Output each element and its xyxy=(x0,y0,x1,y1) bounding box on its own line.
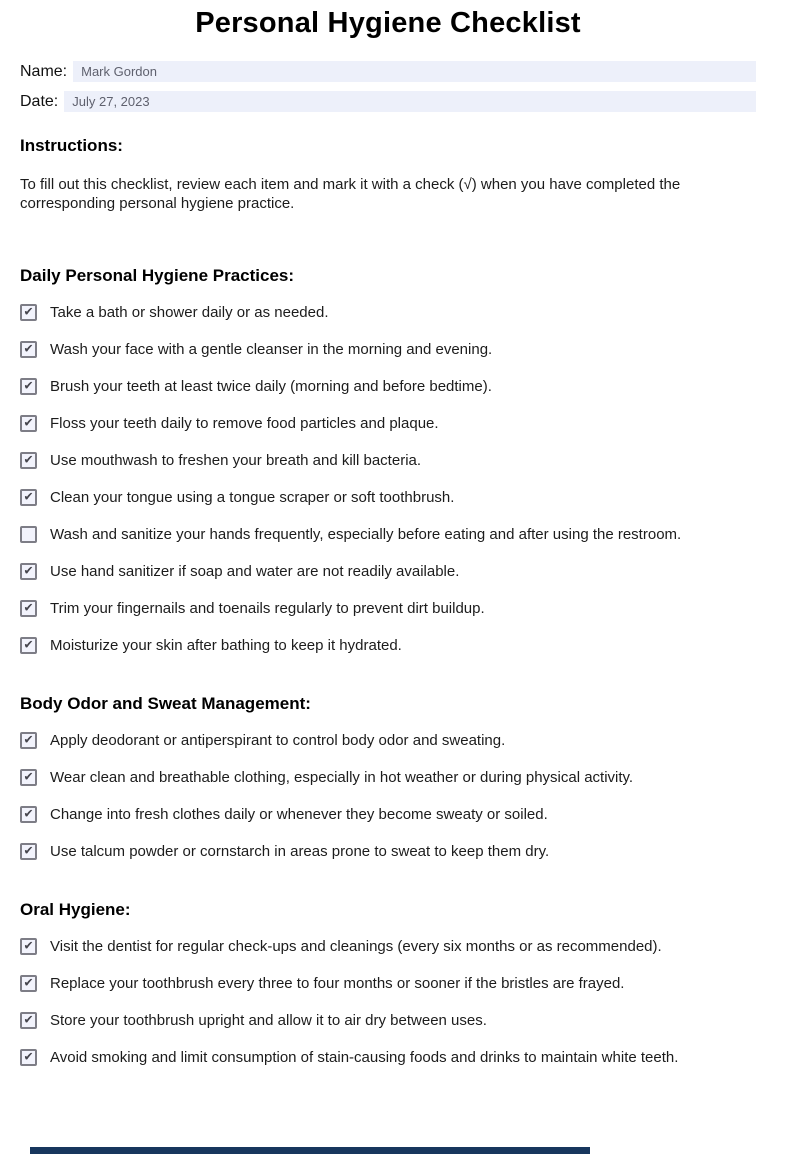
item-label: Use hand sanitizer if soap and water are not readily available. xyxy=(50,563,460,580)
checkbox-icon[interactable] xyxy=(20,415,37,432)
item-label: Replace your toothbrush every three to four months or sooner if the bristles are frayed. xyxy=(50,975,625,992)
checklist-item[interactable] xyxy=(20,975,756,992)
check-mark-icon: ✔ xyxy=(23,806,34,821)
checkbox-icon[interactable] xyxy=(20,732,37,749)
checklist-item[interactable] xyxy=(20,938,756,955)
checkbox-icon[interactable] xyxy=(20,637,37,654)
check-mark-icon: ✔ xyxy=(23,1049,34,1064)
item-label: Moisturize your skin after bathing to keep it hydrated. xyxy=(50,637,402,654)
checkbox-icon[interactable] xyxy=(20,600,37,617)
check-mark-icon: ✔ xyxy=(23,637,34,652)
checkbox-icon[interactable] xyxy=(20,806,37,823)
section-heading: Daily Personal Hygiene Practices: xyxy=(20,266,295,285)
item-label: Trim your fingernails and toenails regularly to prevent dirt buildup. xyxy=(50,600,485,617)
checkbox-icon[interactable] xyxy=(20,378,37,395)
checklist-item[interactable] xyxy=(20,637,756,654)
checkbox-icon[interactable] xyxy=(20,843,37,860)
checkbox-icon[interactable] xyxy=(20,938,37,955)
footer-accent-bar xyxy=(30,1147,590,1154)
check-mark-icon: ✔ xyxy=(23,489,34,504)
section-heading: Body Odor and Sweat Management: xyxy=(20,694,311,713)
checkbox-icon[interactable] xyxy=(20,452,37,469)
checklist-item[interactable] xyxy=(20,378,756,395)
checklist-item[interactable] xyxy=(20,806,756,823)
item-label: Use mouthwash to freshen your breath and kill bacteria. xyxy=(50,452,422,469)
date-input[interactable] xyxy=(64,91,756,112)
checklist-item[interactable] xyxy=(20,732,756,749)
instructions-text: To fill out this checklist, review each item and mark it with a check (√) when you have completed the corresponding personal hygiene practice. xyxy=(20,176,681,212)
checklist-item[interactable] xyxy=(20,526,756,543)
checklist-section xyxy=(20,694,756,860)
item-label: Clean your tongue using a tongue scraper or soft toothbrush. xyxy=(50,489,455,506)
checklist-item[interactable] xyxy=(20,1049,756,1066)
checkbox-icon[interactable] xyxy=(20,1012,37,1029)
checkbox-icon[interactable] xyxy=(20,304,37,321)
item-label: Brush your teeth at least twice daily (morning and before bedtime). xyxy=(50,378,492,395)
checklist-item[interactable] xyxy=(20,415,756,432)
checklist-item[interactable] xyxy=(20,600,756,617)
date-field-row xyxy=(20,91,756,112)
item-label: Apply deodorant or antiperspirant to control body odor and sweating. xyxy=(50,732,506,749)
date-label: Date: xyxy=(20,92,59,110)
check-mark-icon: ✔ xyxy=(23,415,34,430)
item-label: Take a bath or shower daily or as needed. xyxy=(50,304,329,321)
checkbox-icon[interactable] xyxy=(20,526,37,543)
item-label: Visit the dentist for regular check-ups and cleanings (every six months or as recommended). xyxy=(50,938,662,955)
checkbox-icon[interactable] xyxy=(20,975,37,992)
check-mark-icon: ✔ xyxy=(23,341,34,356)
checklist-item[interactable] xyxy=(20,304,756,321)
check-mark-icon: ✔ xyxy=(23,1012,34,1027)
checkbox-icon[interactable] xyxy=(20,769,37,786)
section-heading: Oral Hygiene: xyxy=(20,900,131,919)
check-mark-icon: ✔ xyxy=(23,600,34,615)
check-mark-icon: ✔ xyxy=(23,769,34,784)
check-mark-icon: ✔ xyxy=(23,378,34,393)
item-label: Wash and sanitize your hands frequently, especially before eating and after using the restroom. xyxy=(50,526,682,543)
checkbox-icon[interactable] xyxy=(20,1049,37,1066)
checklist-item[interactable] xyxy=(20,1012,756,1029)
checklist-section xyxy=(20,266,756,654)
item-label: Use talcum powder or cornstarch in areas prone to sweat to keep them dry. xyxy=(50,843,550,860)
checklist-item[interactable] xyxy=(20,452,756,469)
item-label: Change into fresh clothes daily or whenever they become sweaty or soiled. xyxy=(50,806,548,823)
section-items xyxy=(20,938,756,1066)
item-label: Wear clean and breathable clothing, especially in hot weather or during physical activity. xyxy=(50,769,634,786)
check-mark-icon: ✔ xyxy=(23,843,34,858)
checklist-item[interactable] xyxy=(20,843,756,860)
check-mark-icon: ✔ xyxy=(23,452,34,467)
item-label: Avoid smoking and limit consumption of stain-causing foods and drinks to maintain white teeth. xyxy=(50,1049,679,1066)
checkbox-icon[interactable] xyxy=(20,489,37,506)
section-items xyxy=(20,304,756,654)
check-mark-icon: ✔ xyxy=(23,563,34,578)
check-mark-icon: ✔ xyxy=(23,304,34,319)
section-items xyxy=(20,732,756,860)
name-label: Name: xyxy=(20,62,68,80)
checklist-item[interactable] xyxy=(20,489,756,506)
check-mark-icon: ✔ xyxy=(23,938,34,953)
instructions-heading: Instructions: xyxy=(20,136,123,155)
checklist-item[interactable] xyxy=(20,563,756,580)
item-label: Store your toothbrush upright and allow it to air dry between uses. xyxy=(50,1012,487,1029)
checklist-sections xyxy=(20,266,756,1066)
checklist-section xyxy=(20,900,756,1066)
checklist-item[interactable] xyxy=(20,341,756,358)
checkbox-icon[interactable] xyxy=(20,563,37,580)
name-input[interactable] xyxy=(73,61,756,82)
page-title: Personal Hygiene Checklist xyxy=(195,7,581,39)
check-mark-icon: ✔ xyxy=(23,975,34,990)
checklist-item[interactable] xyxy=(20,769,756,786)
item-label: Wash your face with a gentle cleanser in the morning and evening. xyxy=(50,341,493,358)
checkbox-icon[interactable] xyxy=(20,341,37,358)
item-label: Floss your teeth daily to remove food particles and plaque. xyxy=(50,415,439,432)
check-mark-icon: ✔ xyxy=(23,732,34,747)
name-field-row xyxy=(20,61,756,82)
